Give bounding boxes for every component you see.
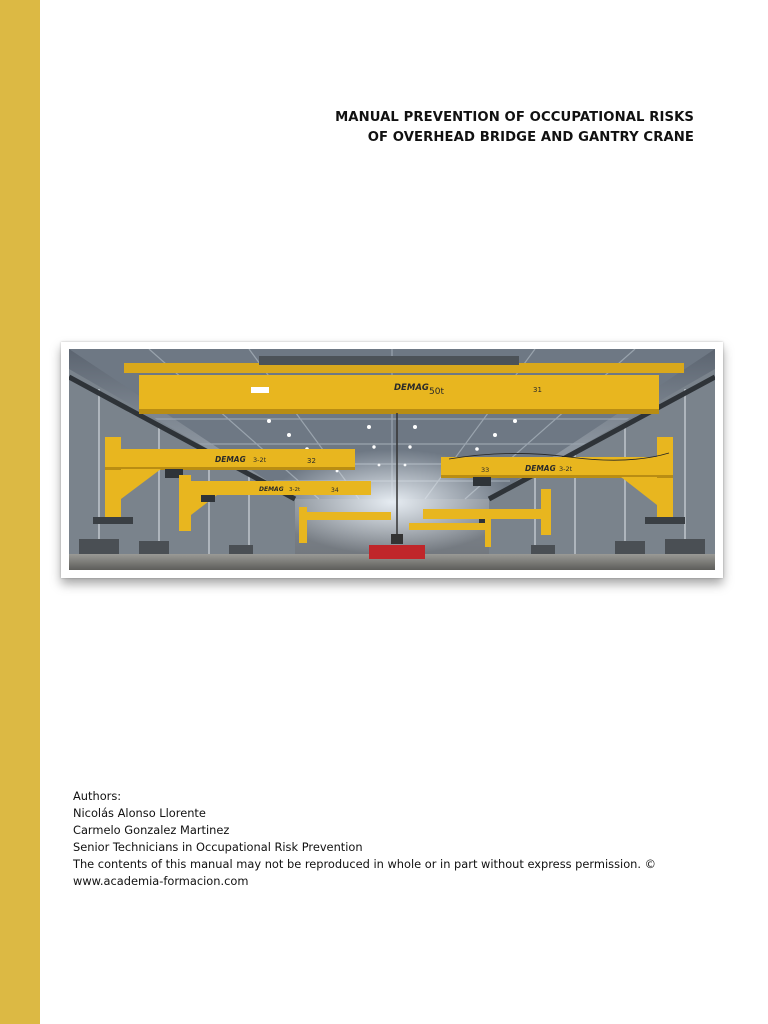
author-name-2: Carmelo Gonzalez Martinez bbox=[73, 823, 230, 837]
author-role: Senior Technicians in Occupational Risk Prevention bbox=[73, 840, 363, 854]
copyright-notice: The contents of this manual may not be reproduced in whole or in part without express permission. © bbox=[73, 857, 657, 871]
authors-block bbox=[73, 788, 703, 890]
jib-right-1-hoist bbox=[473, 477, 491, 486]
document-title bbox=[274, 108, 694, 148]
jib-right-1-arm bbox=[441, 457, 673, 477]
authors-heading: Authors: bbox=[73, 789, 122, 803]
jib-left-3-arm bbox=[299, 512, 391, 520]
bridge-sign bbox=[251, 387, 269, 393]
bridge-girder-shadow bbox=[139, 409, 659, 414]
jib-left-2-brand: DEMAG bbox=[259, 486, 284, 493]
jib-left-2-capacity: 3-2t bbox=[289, 487, 301, 493]
jib-left-1-base bbox=[93, 517, 133, 524]
website-text: www.academia-formacion.com bbox=[73, 874, 249, 888]
jib-left-2-number: 34 bbox=[331, 487, 339, 494]
jib-right-capacity: 3-2t bbox=[559, 465, 573, 473]
title-line-2: OF OVERHEAD BRIDGE AND GANTRY CRANE bbox=[367, 130, 694, 145]
title-line-1: MANUAL PREVENTION OF OCCUPATIONAL RISKS bbox=[335, 110, 694, 125]
side-color-bar bbox=[0, 0, 40, 1024]
jib-left-1-number: 32 bbox=[307, 457, 316, 465]
red-load bbox=[369, 545, 425, 559]
jib-left-1-capacity: 3-2t bbox=[253, 456, 267, 464]
bridge-girder bbox=[139, 375, 659, 413]
jib-right-number: 33 bbox=[481, 466, 490, 474]
jib-left-1-brand: DEMAG bbox=[215, 455, 246, 464]
jib-right-brand: DEMAG bbox=[525, 464, 556, 473]
cover-photo-frame bbox=[61, 342, 723, 578]
crane-hall-photo bbox=[69, 349, 715, 570]
bridge-walkway bbox=[259, 356, 519, 365]
bridge-brand: DEMAG bbox=[394, 383, 429, 393]
author-name-1: Nicolás Alonso Llorente bbox=[73, 806, 206, 820]
bridge-number: 31 bbox=[533, 386, 542, 394]
hoist-hook bbox=[391, 534, 403, 544]
bridge-capacity: 50t bbox=[429, 387, 444, 397]
jib-right-1-pillar bbox=[657, 437, 673, 521]
jib-right-3-arm bbox=[409, 523, 491, 530]
